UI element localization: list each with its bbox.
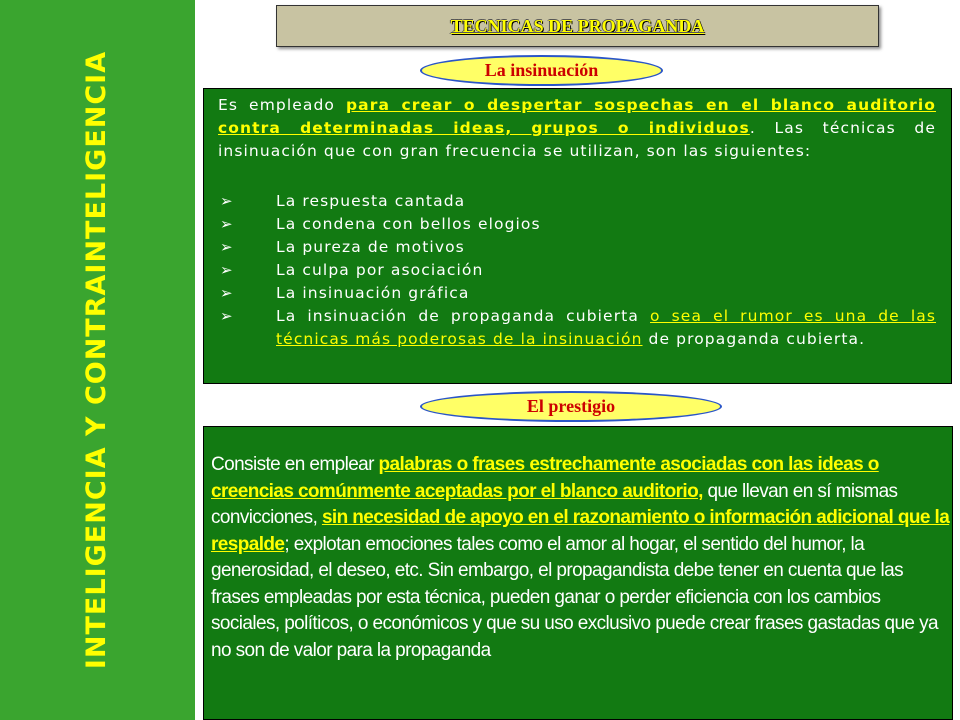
insinuacion-panel — [203, 88, 952, 384]
list-item-text: La insinuación gráfica — [276, 284, 470, 302]
list-item — [218, 236, 936, 259]
prestigio-text — [211, 452, 951, 664]
prestigio-highlight-2: sin necesidad de apoyo en el razonamiento o información adicional que la respalde — [211, 507, 950, 555]
prestigio-text-3: ; explotan emociones tales como el amor al hogar, el sentido del humor, la generosidad, el deseo, etc. Sin embargo, el propagandista debe tener en cuenta que las frases empleadas por esta técnica, pueden ganar o perder eficiencia con los cambios sociales, políticos, o económicos y que su uso exclusivo puede crear frases gastadas que ya no son de valor para la propaganda — [211, 533, 938, 661]
list-item — [218, 213, 936, 236]
arrow-bullet-icon: ➢ — [220, 192, 234, 210]
list-item-text: La respuesta cantada — [276, 192, 466, 210]
arrow-bullet-icon: ➢ — [220, 238, 234, 256]
list-item — [218, 259, 936, 282]
list-item-text: La culpa por asociación — [276, 261, 484, 279]
sidebar — [0, 0, 195, 720]
arrow-bullet-icon: ➢ — [220, 215, 234, 233]
intro-text-end: . Las técnicas de insinuación que con gran frecuencia se utilizan, son las siguientes: — [218, 119, 936, 160]
list-item-text: La pureza de motivos — [276, 238, 465, 256]
section-label-insinuacion: La insinuación — [420, 55, 663, 86]
insinuacion-intro — [218, 94, 936, 163]
intro-text-start: Es empleado — [218, 96, 346, 114]
arrow-bullet-icon: ➢ — [220, 284, 234, 302]
list-item-text: La insinuación de propaganda cubierta — [276, 307, 650, 325]
list-item-text: La condena con bellos elogios — [276, 215, 541, 233]
list-item-text-end: de propaganda cubierta. — [642, 330, 866, 348]
section-label-prestigio: El prestigio — [420, 391, 722, 422]
prestigio-panel — [203, 426, 953, 720]
insinuacion-list — [218, 190, 936, 351]
arrow-bullet-icon: ➢ — [220, 307, 234, 325]
page-title-box — [276, 5, 879, 47]
page-title: TECNICAS DE PROPAGANDA — [450, 16, 705, 36]
list-item — [218, 190, 936, 213]
prestigio-highlight-1: palabras o frases estrechamente asociadas con las ideas o creencias comúnmente aceptadas por el blanco auditorio, — [211, 454, 879, 502]
list-item — [218, 282, 936, 305]
prestigio-text-2: que llevan en sí mismas convicciones, — [211, 480, 898, 528]
list-item-highlight: o sea el rumor es una de las técnicas más poderosas de la insinuación — [276, 307, 937, 348]
prestigio-text-1: Consiste en emplear — [211, 454, 379, 475]
list-item — [218, 305, 936, 351]
arrow-bullet-icon: ➢ — [220, 261, 234, 279]
sidebar-title: INTELIGENCIA Y CONTRAINTELIGENCIA — [81, 50, 112, 670]
intro-highlight: para crear o despertar sospechas en el blanco auditorio contra determinadas ideas, grupos o individuos — [218, 96, 936, 137]
